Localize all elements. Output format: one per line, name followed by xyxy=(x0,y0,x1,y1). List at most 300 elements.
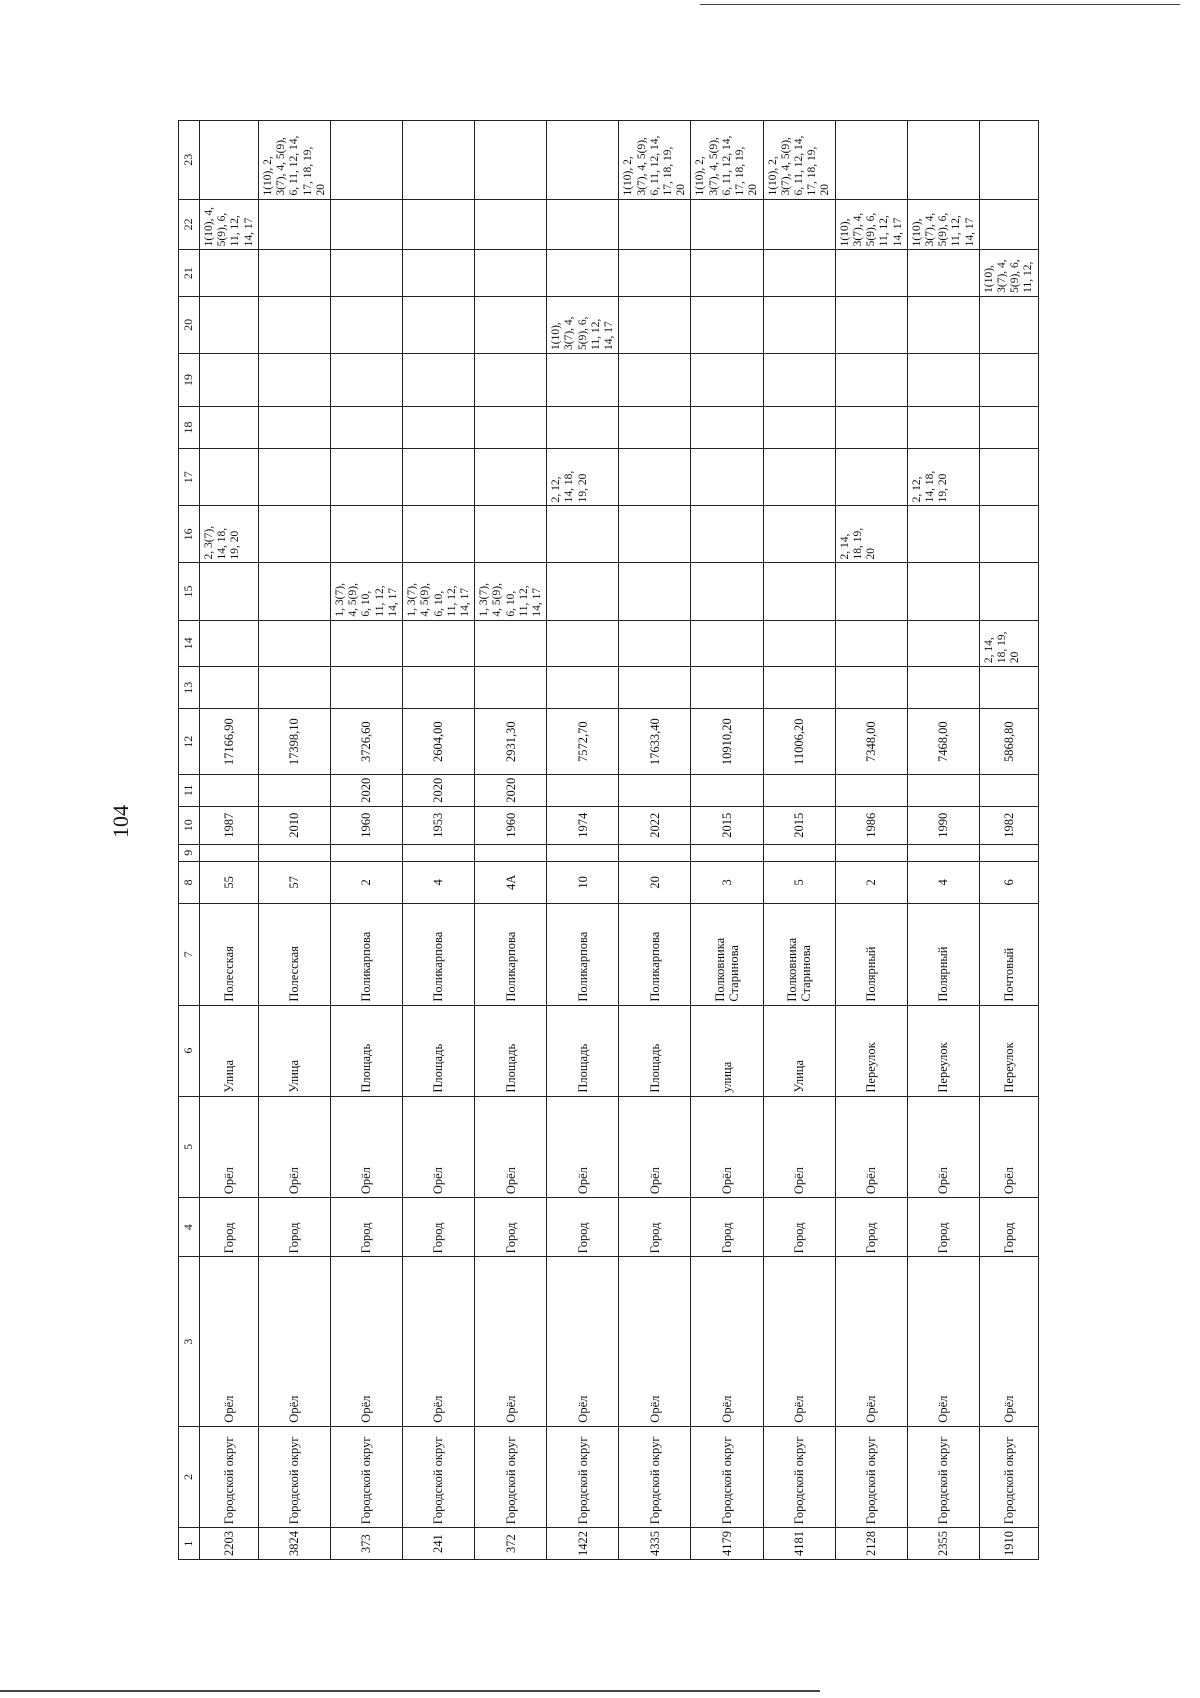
cell-col-15 xyxy=(258,563,330,620)
cell-col-23: 1(10), 2, 3(7), 4, 5(9), 6, 11, 12, 14, 17, 18, 19, 20 xyxy=(691,121,763,200)
cell-col-16 xyxy=(979,506,1038,563)
cell-col-1: 373 xyxy=(330,1528,402,1560)
cell-col-11 xyxy=(979,775,1038,807)
table-row xyxy=(619,121,691,1560)
rotated-table-container xyxy=(178,120,1038,1560)
cell-col-17 xyxy=(619,449,691,506)
cell-col-11 xyxy=(691,775,763,807)
cell-col-2: Городской округ xyxy=(330,1426,402,1528)
cell-col-18 xyxy=(907,406,979,448)
cell-col-4: Город xyxy=(763,1198,835,1257)
cell-col-15 xyxy=(763,563,835,620)
cell-col-6: Площадь xyxy=(330,1005,402,1096)
cell-col-22 xyxy=(619,199,691,250)
cell-col-20 xyxy=(763,296,835,353)
cell-col-3: Орёл xyxy=(200,1257,259,1426)
cell-col-3: Орёл xyxy=(979,1257,1038,1426)
cell-col-14 xyxy=(619,620,691,667)
cell-col-13 xyxy=(835,667,907,709)
cell-col-15 xyxy=(691,563,763,620)
cell-col-10: 2015 xyxy=(691,806,763,844)
cell-col-6: Площадь xyxy=(547,1005,619,1096)
cell-col-22: 1(10), 3(7), 4, 5(9), 6, 11, 12, 14, 17 xyxy=(835,199,907,250)
cell-col-5: Орёл xyxy=(258,1096,330,1198)
column-header-4: 4 xyxy=(179,1198,200,1257)
cell-col-14 xyxy=(835,620,907,667)
cell-col-21 xyxy=(907,250,979,297)
cell-col-7: Поликарпова xyxy=(330,904,402,1006)
cell-col-13 xyxy=(979,667,1038,709)
cell-col-14 xyxy=(907,620,979,667)
cell-col-15 xyxy=(200,563,259,620)
cell-col-10: 1987 xyxy=(200,806,259,844)
table-row xyxy=(200,121,259,1560)
cell-col-18 xyxy=(258,406,330,448)
cell-col-6: Улица xyxy=(258,1005,330,1096)
cell-col-12: 7348,00 xyxy=(835,709,907,775)
cell-col-23 xyxy=(475,121,547,200)
cell-col-20 xyxy=(200,296,259,353)
cell-col-15: 1, 3(7), 4, 5(9), 6, 10, 11, 12, 14, 17 xyxy=(475,563,547,620)
cell-col-17: 2, 12, 14, 18, 19, 20 xyxy=(907,449,979,506)
cell-col-1: 1910 xyxy=(979,1528,1038,1560)
cell-col-18 xyxy=(835,406,907,448)
cell-col-9 xyxy=(979,844,1038,861)
cell-col-2: Городской округ xyxy=(547,1426,619,1528)
cell-col-14 xyxy=(547,620,619,667)
cell-col-23 xyxy=(835,121,907,200)
cell-col-17 xyxy=(258,449,330,506)
cell-col-10: 2010 xyxy=(258,806,330,844)
cell-col-3: Орёл xyxy=(763,1257,835,1426)
cell-col-5: Орёл xyxy=(200,1096,259,1198)
cell-col-3: Орёл xyxy=(835,1257,907,1426)
cell-col-4: Город xyxy=(330,1198,402,1257)
page-number: 104 xyxy=(108,805,133,838)
cell-col-21 xyxy=(475,250,547,297)
cell-col-4: Город xyxy=(258,1198,330,1257)
cell-col-9 xyxy=(907,844,979,861)
cell-col-10: 2022 xyxy=(619,806,691,844)
cell-col-11 xyxy=(258,775,330,807)
cell-col-19 xyxy=(763,353,835,406)
cell-col-18 xyxy=(403,406,475,448)
column-header-1: 1 xyxy=(179,1528,200,1560)
cell-col-22 xyxy=(258,199,330,250)
cell-col-6: Площадь xyxy=(475,1005,547,1096)
cell-col-6: Площадь xyxy=(619,1005,691,1096)
cell-col-6: Переулок xyxy=(907,1005,979,1096)
cell-col-16 xyxy=(907,506,979,563)
cell-col-23 xyxy=(979,121,1038,200)
table-row xyxy=(691,121,763,1560)
cell-col-14 xyxy=(475,620,547,667)
cell-col-13 xyxy=(691,667,763,709)
cell-col-10: 1990 xyxy=(907,806,979,844)
cell-col-3: Орёл xyxy=(619,1257,691,1426)
cell-col-8: 2 xyxy=(330,861,402,903)
column-header-23: 23 xyxy=(179,121,200,200)
cell-col-6: Площадь xyxy=(403,1005,475,1096)
cell-col-1: 2128 xyxy=(835,1528,907,1560)
cell-col-3: Орёл xyxy=(475,1257,547,1426)
cell-col-9 xyxy=(547,844,619,861)
column-header-19: 19 xyxy=(179,353,200,406)
cell-col-8: 4А xyxy=(475,861,547,903)
cell-col-9 xyxy=(330,844,402,861)
cell-col-14 xyxy=(330,620,402,667)
cell-col-8: 6 xyxy=(979,861,1038,903)
cell-col-18 xyxy=(763,406,835,448)
cell-col-5: Орёл xyxy=(907,1096,979,1198)
cell-col-2: Городской округ xyxy=(475,1426,547,1528)
cell-col-12: 17166,90 xyxy=(200,709,259,775)
cell-col-1: 4179 xyxy=(691,1528,763,1560)
cell-col-22 xyxy=(691,199,763,250)
cell-col-19 xyxy=(475,353,547,406)
cell-col-20 xyxy=(475,296,547,353)
cell-col-2: Городской округ xyxy=(619,1426,691,1528)
cell-col-20 xyxy=(691,296,763,353)
cell-col-7: Поликарпова xyxy=(475,904,547,1006)
cell-col-17 xyxy=(403,449,475,506)
cell-col-10: 1974 xyxy=(547,806,619,844)
cell-col-2: Городской округ xyxy=(403,1426,475,1528)
cell-col-5: Орёл xyxy=(979,1096,1038,1198)
cell-col-7: Поликарпова xyxy=(547,904,619,1006)
cell-col-13 xyxy=(258,667,330,709)
cell-col-3: Орёл xyxy=(258,1257,330,1426)
cell-col-11 xyxy=(547,775,619,807)
cell-col-23: 1(10), 2, 3(7), 4, 5(9), 6, 11, 12, 14, 17, 18, 19, 20 xyxy=(763,121,835,200)
cell-col-11 xyxy=(835,775,907,807)
cell-col-15: 1, 3(7), 4, 5(9), 6, 10, 11, 12, 14, 17 xyxy=(403,563,475,620)
cell-col-20 xyxy=(619,296,691,353)
cell-col-22 xyxy=(403,199,475,250)
cell-col-23 xyxy=(907,121,979,200)
cell-col-4: Город xyxy=(403,1198,475,1257)
cell-col-20 xyxy=(979,296,1038,353)
cell-col-10: 1960 xyxy=(475,806,547,844)
cell-col-11: 2020 xyxy=(475,775,547,807)
cell-col-16 xyxy=(619,506,691,563)
cell-col-8: 2 xyxy=(835,861,907,903)
cell-col-2: Городской округ xyxy=(258,1426,330,1528)
cell-col-19 xyxy=(907,353,979,406)
column-header-7: 7 xyxy=(179,904,200,1006)
cell-col-13 xyxy=(547,667,619,709)
column-header-9: 9 xyxy=(179,844,200,861)
cell-col-17 xyxy=(835,449,907,506)
cell-col-19 xyxy=(547,353,619,406)
cell-col-15 xyxy=(979,563,1038,620)
cell-col-6: улица xyxy=(691,1005,763,1096)
cell-col-11: 2020 xyxy=(330,775,402,807)
cell-col-15 xyxy=(547,563,619,620)
cell-col-19 xyxy=(835,353,907,406)
cell-col-19 xyxy=(330,353,402,406)
cell-col-14: 2, 14, 18, 19, 20 xyxy=(979,620,1038,667)
cell-col-18 xyxy=(200,406,259,448)
cell-col-5: Орёл xyxy=(330,1096,402,1198)
cell-col-23: 1(10), 2, 3(7), 4, 5(9), 6, 11, 12, 14, 17, 18, 19, 20 xyxy=(258,121,330,200)
cell-col-17 xyxy=(200,449,259,506)
table-row xyxy=(475,121,547,1560)
cell-col-4: Город xyxy=(835,1198,907,1257)
cell-col-8: 4 xyxy=(907,861,979,903)
cell-col-18 xyxy=(619,406,691,448)
table-row xyxy=(258,121,330,1560)
cell-col-9 xyxy=(763,844,835,861)
table-row xyxy=(979,121,1038,1560)
cell-col-12: 7572,70 xyxy=(547,709,619,775)
cell-col-9 xyxy=(258,844,330,861)
cell-col-2: Городской округ xyxy=(691,1426,763,1528)
cell-col-19 xyxy=(691,353,763,406)
cell-col-5: Орёл xyxy=(403,1096,475,1198)
cell-col-1: 4335 xyxy=(619,1528,691,1560)
cell-col-4: Город xyxy=(200,1198,259,1257)
cell-col-18 xyxy=(330,406,402,448)
column-header-14: 14 xyxy=(179,620,200,667)
column-header-17: 17 xyxy=(179,449,200,506)
cell-col-21 xyxy=(258,250,330,297)
cell-col-16: 2, 14, 18, 19, 20 xyxy=(835,506,907,563)
cell-col-14 xyxy=(403,620,475,667)
cell-col-2: Городской округ xyxy=(763,1426,835,1528)
cell-col-12: 11006,20 xyxy=(763,709,835,775)
cell-col-16 xyxy=(763,506,835,563)
cell-col-13 xyxy=(763,667,835,709)
column-header-8: 8 xyxy=(179,861,200,903)
column-header-3: 3 xyxy=(179,1257,200,1426)
cell-col-7: Полесская xyxy=(200,904,259,1006)
cell-col-20 xyxy=(835,296,907,353)
cell-col-11 xyxy=(907,775,979,807)
cell-col-12: 3726,60 xyxy=(330,709,402,775)
column-header-18: 18 xyxy=(179,406,200,448)
cell-col-8: 4 xyxy=(403,861,475,903)
cell-col-20 xyxy=(403,296,475,353)
cell-col-10: 1986 xyxy=(835,806,907,844)
column-header-15: 15 xyxy=(179,563,200,620)
cell-col-1: 3824 xyxy=(258,1528,330,1560)
cell-col-22 xyxy=(763,199,835,250)
cell-col-22: 1(10), 3(7), 4, 5(9), 6, 11, 12, 14, 17 xyxy=(907,199,979,250)
cell-col-22 xyxy=(547,199,619,250)
cell-col-5: Орёл xyxy=(619,1096,691,1198)
cell-col-23 xyxy=(330,121,402,200)
cell-col-2: Городской округ xyxy=(835,1426,907,1528)
cell-col-4: Город xyxy=(979,1198,1038,1257)
cell-col-11: 2020 xyxy=(403,775,475,807)
cell-col-19 xyxy=(403,353,475,406)
cell-col-9 xyxy=(835,844,907,861)
cell-col-3: Орёл xyxy=(403,1257,475,1426)
cell-col-22 xyxy=(475,199,547,250)
cell-col-13 xyxy=(907,667,979,709)
cell-col-20: 1(10), 3(7), 4, 5(9), 6, 11, 12, 14, 17 xyxy=(547,296,619,353)
table-row xyxy=(835,121,907,1560)
cell-col-21: 1(10), 3(7), 4, 5(9), 6, 11, 12, xyxy=(979,250,1038,297)
cell-col-16 xyxy=(330,506,402,563)
cell-col-11 xyxy=(200,775,259,807)
cell-col-1: 2355 xyxy=(907,1528,979,1560)
cell-col-12: 7468,00 xyxy=(907,709,979,775)
cell-col-1: 2203 xyxy=(200,1528,259,1560)
column-header-10: 10 xyxy=(179,806,200,844)
cell-col-12: 17633,40 xyxy=(619,709,691,775)
cell-col-1: 1422 xyxy=(547,1528,619,1560)
cell-col-23 xyxy=(200,121,259,200)
cell-col-14 xyxy=(200,620,259,667)
cell-col-5: Орёл xyxy=(475,1096,547,1198)
cell-col-18 xyxy=(691,406,763,448)
cell-col-17 xyxy=(763,449,835,506)
cell-col-20 xyxy=(330,296,402,353)
cell-col-21 xyxy=(763,250,835,297)
cell-col-13 xyxy=(403,667,475,709)
cell-col-5: Орёл xyxy=(835,1096,907,1198)
scan-artifact-line xyxy=(700,4,1180,5)
cell-col-13 xyxy=(330,667,402,709)
table-body xyxy=(200,121,1039,1560)
cell-col-21 xyxy=(200,250,259,297)
table-row xyxy=(907,121,979,1560)
cell-col-9 xyxy=(200,844,259,861)
cell-col-21 xyxy=(619,250,691,297)
cell-col-11 xyxy=(763,775,835,807)
cell-col-10: 1960 xyxy=(330,806,402,844)
cell-col-21 xyxy=(547,250,619,297)
column-header-13: 13 xyxy=(179,667,200,709)
cell-col-6: Переулок xyxy=(835,1005,907,1096)
cell-col-3: Орёл xyxy=(330,1257,402,1426)
cell-col-22 xyxy=(330,199,402,250)
cell-col-4: Город xyxy=(619,1198,691,1257)
cell-col-2: Городской округ xyxy=(979,1426,1038,1528)
column-header-12: 12 xyxy=(179,709,200,775)
table-row xyxy=(547,121,619,1560)
cell-col-7: Полесская xyxy=(258,904,330,1006)
cell-col-7: Почтовый xyxy=(979,904,1038,1006)
cell-col-4: Город xyxy=(547,1198,619,1257)
scan-artifact-line xyxy=(0,1690,820,1692)
column-header-20: 20 xyxy=(179,296,200,353)
cell-col-6: Улица xyxy=(763,1005,835,1096)
cell-col-13 xyxy=(200,667,259,709)
cell-col-2: Городской округ xyxy=(907,1426,979,1528)
cell-col-17 xyxy=(691,449,763,506)
cell-col-18 xyxy=(979,406,1038,448)
cell-col-3: Орёл xyxy=(907,1257,979,1426)
column-header-16: 16 xyxy=(179,506,200,563)
cell-col-16 xyxy=(403,506,475,563)
cell-col-5: Орёл xyxy=(547,1096,619,1198)
cell-col-22: 1(10), 4, 5(9), 6, 11, 12, 14, 17 xyxy=(200,199,259,250)
cell-col-6: Улица xyxy=(200,1005,259,1096)
column-header-2: 2 xyxy=(179,1426,200,1528)
cell-col-9 xyxy=(475,844,547,861)
cell-col-15: 1, 3(7), 4, 5(9), 6, 10, 11, 12, 14, 17 xyxy=(330,563,402,620)
cell-col-19 xyxy=(979,353,1038,406)
cell-col-17 xyxy=(979,449,1038,506)
cell-col-5: Орёл xyxy=(691,1096,763,1198)
cell-col-15 xyxy=(907,563,979,620)
cell-col-17 xyxy=(330,449,402,506)
cell-col-17: 2, 12, 14, 18, 19, 20 xyxy=(547,449,619,506)
cell-col-16 xyxy=(547,506,619,563)
cell-col-8: 55 xyxy=(200,861,259,903)
cell-col-12: 2931,30 xyxy=(475,709,547,775)
cell-col-13 xyxy=(475,667,547,709)
cell-col-4: Город xyxy=(475,1198,547,1257)
cell-col-12: 2604,00 xyxy=(403,709,475,775)
cell-col-20 xyxy=(907,296,979,353)
column-header-21: 21 xyxy=(179,250,200,297)
cell-col-6: Переулок xyxy=(979,1005,1038,1096)
cell-col-20 xyxy=(258,296,330,353)
column-header-6: 6 xyxy=(179,1005,200,1096)
cell-col-21 xyxy=(403,250,475,297)
cell-col-7: Полярный xyxy=(907,904,979,1006)
cell-col-7: Полковника Старинова xyxy=(763,904,835,1006)
cell-col-18 xyxy=(475,406,547,448)
cell-col-19 xyxy=(200,353,259,406)
cell-col-3: Орёл xyxy=(547,1257,619,1426)
cell-col-4: Город xyxy=(907,1198,979,1257)
header-row xyxy=(179,121,200,1560)
cell-col-10: 1953 xyxy=(403,806,475,844)
cell-col-18 xyxy=(547,406,619,448)
cell-col-7: Полковника Старинова xyxy=(691,904,763,1006)
cell-col-7: Поликарпова xyxy=(403,904,475,1006)
column-header-11: 11 xyxy=(179,775,200,807)
cell-col-8: 5 xyxy=(763,861,835,903)
cell-col-2: Городской округ xyxy=(200,1426,259,1528)
cell-col-19 xyxy=(619,353,691,406)
table-row xyxy=(763,121,835,1560)
cell-col-16 xyxy=(691,506,763,563)
cell-col-12: 17398,10 xyxy=(258,709,330,775)
cell-col-7: Поликарпова xyxy=(619,904,691,1006)
table-row xyxy=(403,121,475,1560)
cell-col-23 xyxy=(403,121,475,200)
cell-col-16 xyxy=(475,506,547,563)
column-header-22: 22 xyxy=(179,199,200,250)
cell-col-9 xyxy=(619,844,691,861)
cell-col-11 xyxy=(619,775,691,807)
cell-col-10: 2015 xyxy=(763,806,835,844)
cell-col-14 xyxy=(258,620,330,667)
cell-col-8: 10 xyxy=(547,861,619,903)
cell-col-13 xyxy=(619,667,691,709)
cell-col-17 xyxy=(475,449,547,506)
cell-col-4: Город xyxy=(691,1198,763,1257)
cell-col-9 xyxy=(403,844,475,861)
cell-col-1: 4181 xyxy=(763,1528,835,1560)
cell-col-21 xyxy=(691,250,763,297)
cell-col-3: Орёл xyxy=(691,1257,763,1426)
cell-col-14 xyxy=(691,620,763,667)
cell-col-21 xyxy=(330,250,402,297)
table-row xyxy=(330,121,402,1560)
cell-col-1: 372 xyxy=(475,1528,547,1560)
cell-col-12: 10910,20 xyxy=(691,709,763,775)
cell-col-8: 57 xyxy=(258,861,330,903)
cell-col-16 xyxy=(258,506,330,563)
cell-col-5: Орёл xyxy=(763,1096,835,1198)
